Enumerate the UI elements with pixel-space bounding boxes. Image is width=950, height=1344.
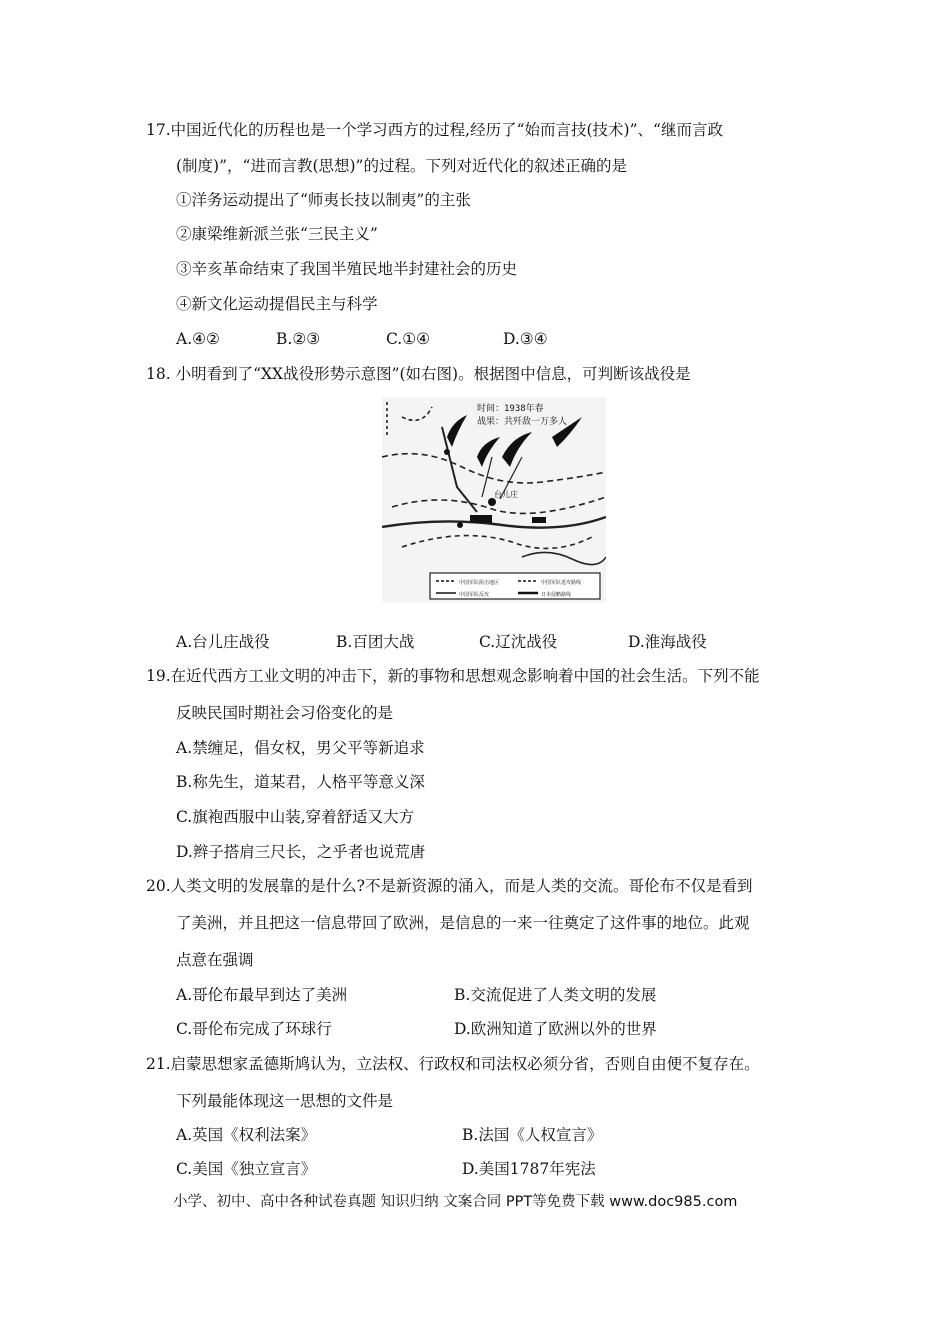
- q20-option-b: B.交流促进了人类文明的发展: [454, 986, 657, 1004]
- q20-stem-line2: 了美洲，并且把这一信息带回了欧洲，是信息的一来一往奠定了这件事的地位。此观: [176, 914, 750, 932]
- q21-option-c: C.美国《独立宣言》: [176, 1160, 317, 1178]
- q20-option-a: A.哥伦布最早到达了美洲: [176, 986, 348, 1004]
- q21-stem-line1: 21.启蒙思想家孟德斯鸠认为，立法权、行政权和司法权必须分省，否则自由便不复存在。: [146, 1055, 760, 1073]
- map-result-label: 战果：共歼敌一万多人: [477, 417, 568, 427]
- q17-item-2: ②康梁维新派兰张“三民主义”: [176, 225, 378, 243]
- q18-option-b: B.百团大战: [336, 633, 415, 651]
- map-legend-4: 日本侵略路线: [541, 592, 572, 598]
- q17-option-b: B.②③: [276, 330, 321, 348]
- q19-stem-line1: 19.在近代西方工业文明的冲击下，新的事物和思想观念影响着中国的社会生活。下列不能: [146, 667, 760, 685]
- map-legend-2: 中国军队进攻路线: [541, 580, 582, 586]
- q19-option-b: B.称先生，道某君，人格平等意义深: [176, 773, 425, 791]
- q17-item-4: ④新文化运动提倡民主与科学: [176, 295, 378, 313]
- q21-option-a: A.英国《权利法案》: [176, 1126, 317, 1144]
- q17-option-a: A.④②: [176, 330, 220, 348]
- q20-option-c: C.哥伦布完成了环球行: [176, 1020, 332, 1038]
- q19-option-a: A.禁缠足，倡女权，男父平等新追求: [176, 739, 425, 757]
- q17-option-d: D.③④: [503, 330, 548, 348]
- q19-option-d: D.辫子搭肩三尺长，之乎者也说荒唐: [176, 843, 426, 861]
- q18-option-d: D.淮海战役: [628, 633, 707, 651]
- battle-map-figure: [382, 397, 606, 602]
- q19-stem-line2: 反映民国时期社会习俗变化的是: [176, 704, 394, 722]
- map-place-label: 台儿庄: [494, 490, 518, 499]
- q20-stem-line1: 20.人类文明的发展靠的是什么?不是新资源的涌入，而是人类的交流。哥伦布不仅是看到: [146, 877, 753, 895]
- q18-option-c: C.辽沈战役: [479, 633, 558, 651]
- q21-option-b: B.法国《人权宣言》: [462, 1126, 603, 1144]
- q20-stem-line3: 点意在强调: [176, 951, 254, 969]
- q21-stem-line2: 下列最能体现这一思想的文件是: [176, 1092, 394, 1110]
- q20-option-d: D.欧洲知道了欧洲以外的世界: [454, 1020, 657, 1038]
- q21-option-d: D.美国1787年宪法: [462, 1160, 596, 1178]
- q17-stem-line1: 17.中国近代化的历程也是一个学习西方的过程,经历了“始而言技(技术)”、“继而言政: [146, 121, 723, 139]
- map-time-label: 时间：1938年春: [477, 404, 544, 414]
- q17-stem-line2: (制度)”，“进而言教(思想)”的过程。下列对近代化的叙述正确的是: [176, 157, 627, 175]
- footer-promo-text: 小学、初中、高中各种试卷真题 知识归纳 文案合同 PPT等免费下载 www.doc985.com: [173, 1194, 738, 1210]
- q18-option-a: A.台儿庄战役: [176, 633, 270, 651]
- q19-option-c: C.旗袍西服中山装,穿着舒适又大方: [176, 808, 415, 826]
- q18-stem: 18. 小明看到了“XX战役形势示意图”(如右图)。根据图中信息，可判断该战役是: [146, 365, 691, 383]
- q17-item-1: ①洋务运动提出了“师夷长技以制夷”的主张: [176, 191, 471, 209]
- map-legend-1: 中国军队阻击地区: [459, 580, 500, 586]
- q17-item-3: ③辛亥革命结束了我国半殖民地半封建社会的历史: [176, 260, 518, 278]
- map-legend-3: 中国军队反攻: [459, 592, 490, 598]
- q17-option-c: C.①④: [386, 330, 431, 348]
